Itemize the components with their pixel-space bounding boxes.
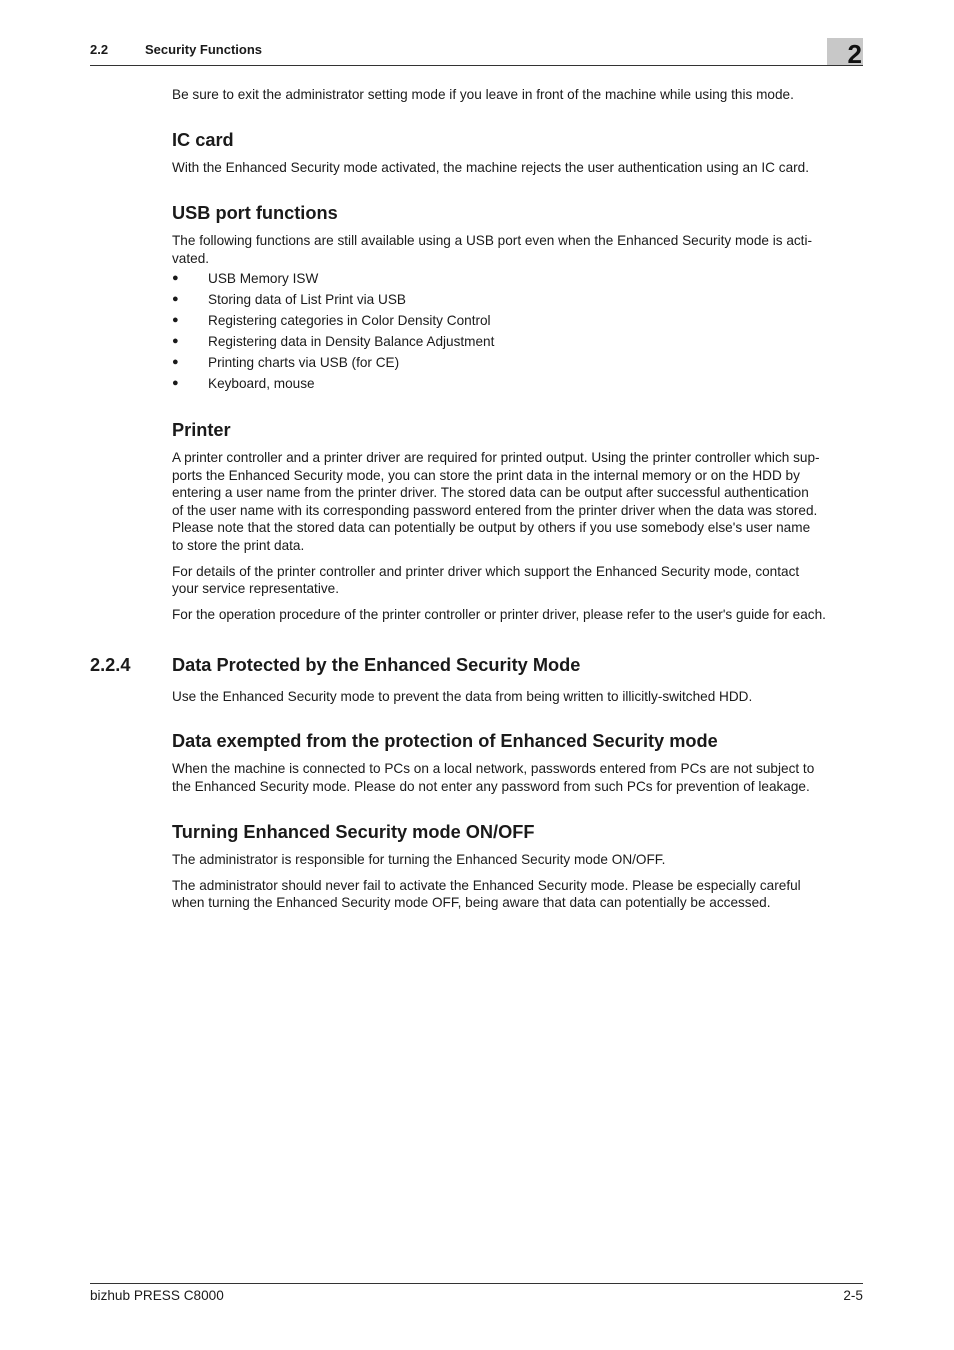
list-item-text: Printing charts via USB (for CE) xyxy=(208,354,400,370)
list-item xyxy=(172,270,866,288)
exempted-line: the Enhanced Security mode. Please do not enter any password from such PCs for prevention of leakage. xyxy=(172,778,810,794)
bullet-icon: ● xyxy=(172,272,179,285)
exempted-para xyxy=(172,760,866,795)
printer-para2 xyxy=(172,563,866,598)
turning-section xyxy=(172,821,866,912)
page-footer xyxy=(90,1283,863,1303)
printer-para1-line: of the user name with its corresponding password entered from the printer driver when the data was stored. xyxy=(172,502,818,518)
list-item xyxy=(172,291,866,309)
bullet-icon: ● xyxy=(172,355,179,368)
intro-text: Be sure to exit the administrator setting mode if you leave in front of the machine while using this mode. xyxy=(172,87,794,102)
printer-section xyxy=(172,419,866,623)
footer-page-number: 2-5 xyxy=(843,1288,863,1303)
list-item xyxy=(172,312,866,330)
page-header xyxy=(90,38,863,69)
footer-product: bizhub PRESS C8000 xyxy=(90,1288,224,1303)
exempted-section xyxy=(172,730,866,795)
list-item-text: Keyboard, mouse xyxy=(208,375,315,391)
printer-para1-line: A printer controller and a printer driver are required for printed output. Using the printer controller which sup- xyxy=(172,450,820,465)
usb-text-line2: vated. xyxy=(172,250,210,266)
list-item-text: Registering categories in Color Density Control xyxy=(208,312,491,328)
bullet-icon: ● xyxy=(172,293,179,306)
turning-heading: Turning Enhanced Security mode ON/OFF xyxy=(172,822,535,842)
bullet-icon: ● xyxy=(172,334,179,347)
exempted-line: When the machine is connected to PCs on a local network, passwords entered from PCs are not subject to xyxy=(172,761,815,776)
section-224-body xyxy=(172,688,866,706)
usb-list xyxy=(172,270,866,392)
section-224-text: Use the Enhanced Security mode to prevent the data from being written to illicitly-switched HDD. xyxy=(172,689,753,704)
list-item-text: Registering data in Density Balance Adjustment xyxy=(208,333,495,349)
printer-para3: For the operation procedure of the printer controller or printer driver, please refer to the user's guide for each. xyxy=(172,606,826,622)
bullet-icon: ● xyxy=(172,313,179,326)
list-item-text: USB Memory ISW xyxy=(208,271,319,287)
turning-para2-line: when turning the Enhanced Security mode OFF, being aware that data can potentially be accessed. xyxy=(172,895,771,911)
list-item xyxy=(172,333,866,351)
chapter-number: 2 xyxy=(847,39,862,69)
turning-para2-line: The administrator should never fail to activate the Enhanced Security mode. Please be especially careful xyxy=(172,877,801,893)
printer-para2-line: your service representative. xyxy=(172,581,339,597)
usb-heading: USB port functions xyxy=(172,203,338,223)
list-item xyxy=(172,354,866,372)
list-item xyxy=(172,375,866,393)
printer-para1-line: to store the print data. xyxy=(172,537,305,553)
usb-text-line1: The following functions are still available using a USB port even when the Enhanced Security mode is acti- xyxy=(172,233,813,248)
printer-para1-line: entering a user name from the printer driver. The stored data can be output after successful authentication xyxy=(172,485,809,501)
section-224-title: Data Protected by the Enhanced Security Mode xyxy=(172,655,581,675)
printer-para2-line: For details of the printer controller and printer driver which support the Enhanced Security mode, contact xyxy=(172,563,800,579)
turning-para1: The administrator is responsible for turning the Enhanced Security mode ON/OFF. xyxy=(172,852,666,867)
section-224-number: 2.2.4 xyxy=(90,655,131,675)
printer-heading: Printer xyxy=(172,420,231,440)
printer-para1 xyxy=(172,449,866,555)
turning-para2 xyxy=(172,877,866,912)
list-item-text: Storing data of List Print via USB xyxy=(208,292,406,308)
header-section-title: Security Functions xyxy=(145,42,263,57)
exempted-heading: Data exempted from the protection of Enhanced Security mode xyxy=(172,731,718,751)
usb-section xyxy=(172,202,866,396)
printer-para1-line: Please note that the stored data can potentially be output by others if you use somebody else's user name xyxy=(172,520,811,536)
printer-para1-line: ports the Enhanced Security mode, you can store the print data in the internal memory or on the HDD by xyxy=(172,467,800,483)
ic-card-heading: IC card xyxy=(172,130,234,150)
chapter-tab xyxy=(827,38,863,69)
ic-card-section xyxy=(172,129,866,177)
bullet-icon: ● xyxy=(172,376,179,389)
header-section-number: 2.2 xyxy=(90,42,109,57)
ic-card-text: With the Enhanced Security mode activated, the machine rejects the user authentication using an IC card. xyxy=(172,160,809,175)
intro-block xyxy=(172,86,866,104)
